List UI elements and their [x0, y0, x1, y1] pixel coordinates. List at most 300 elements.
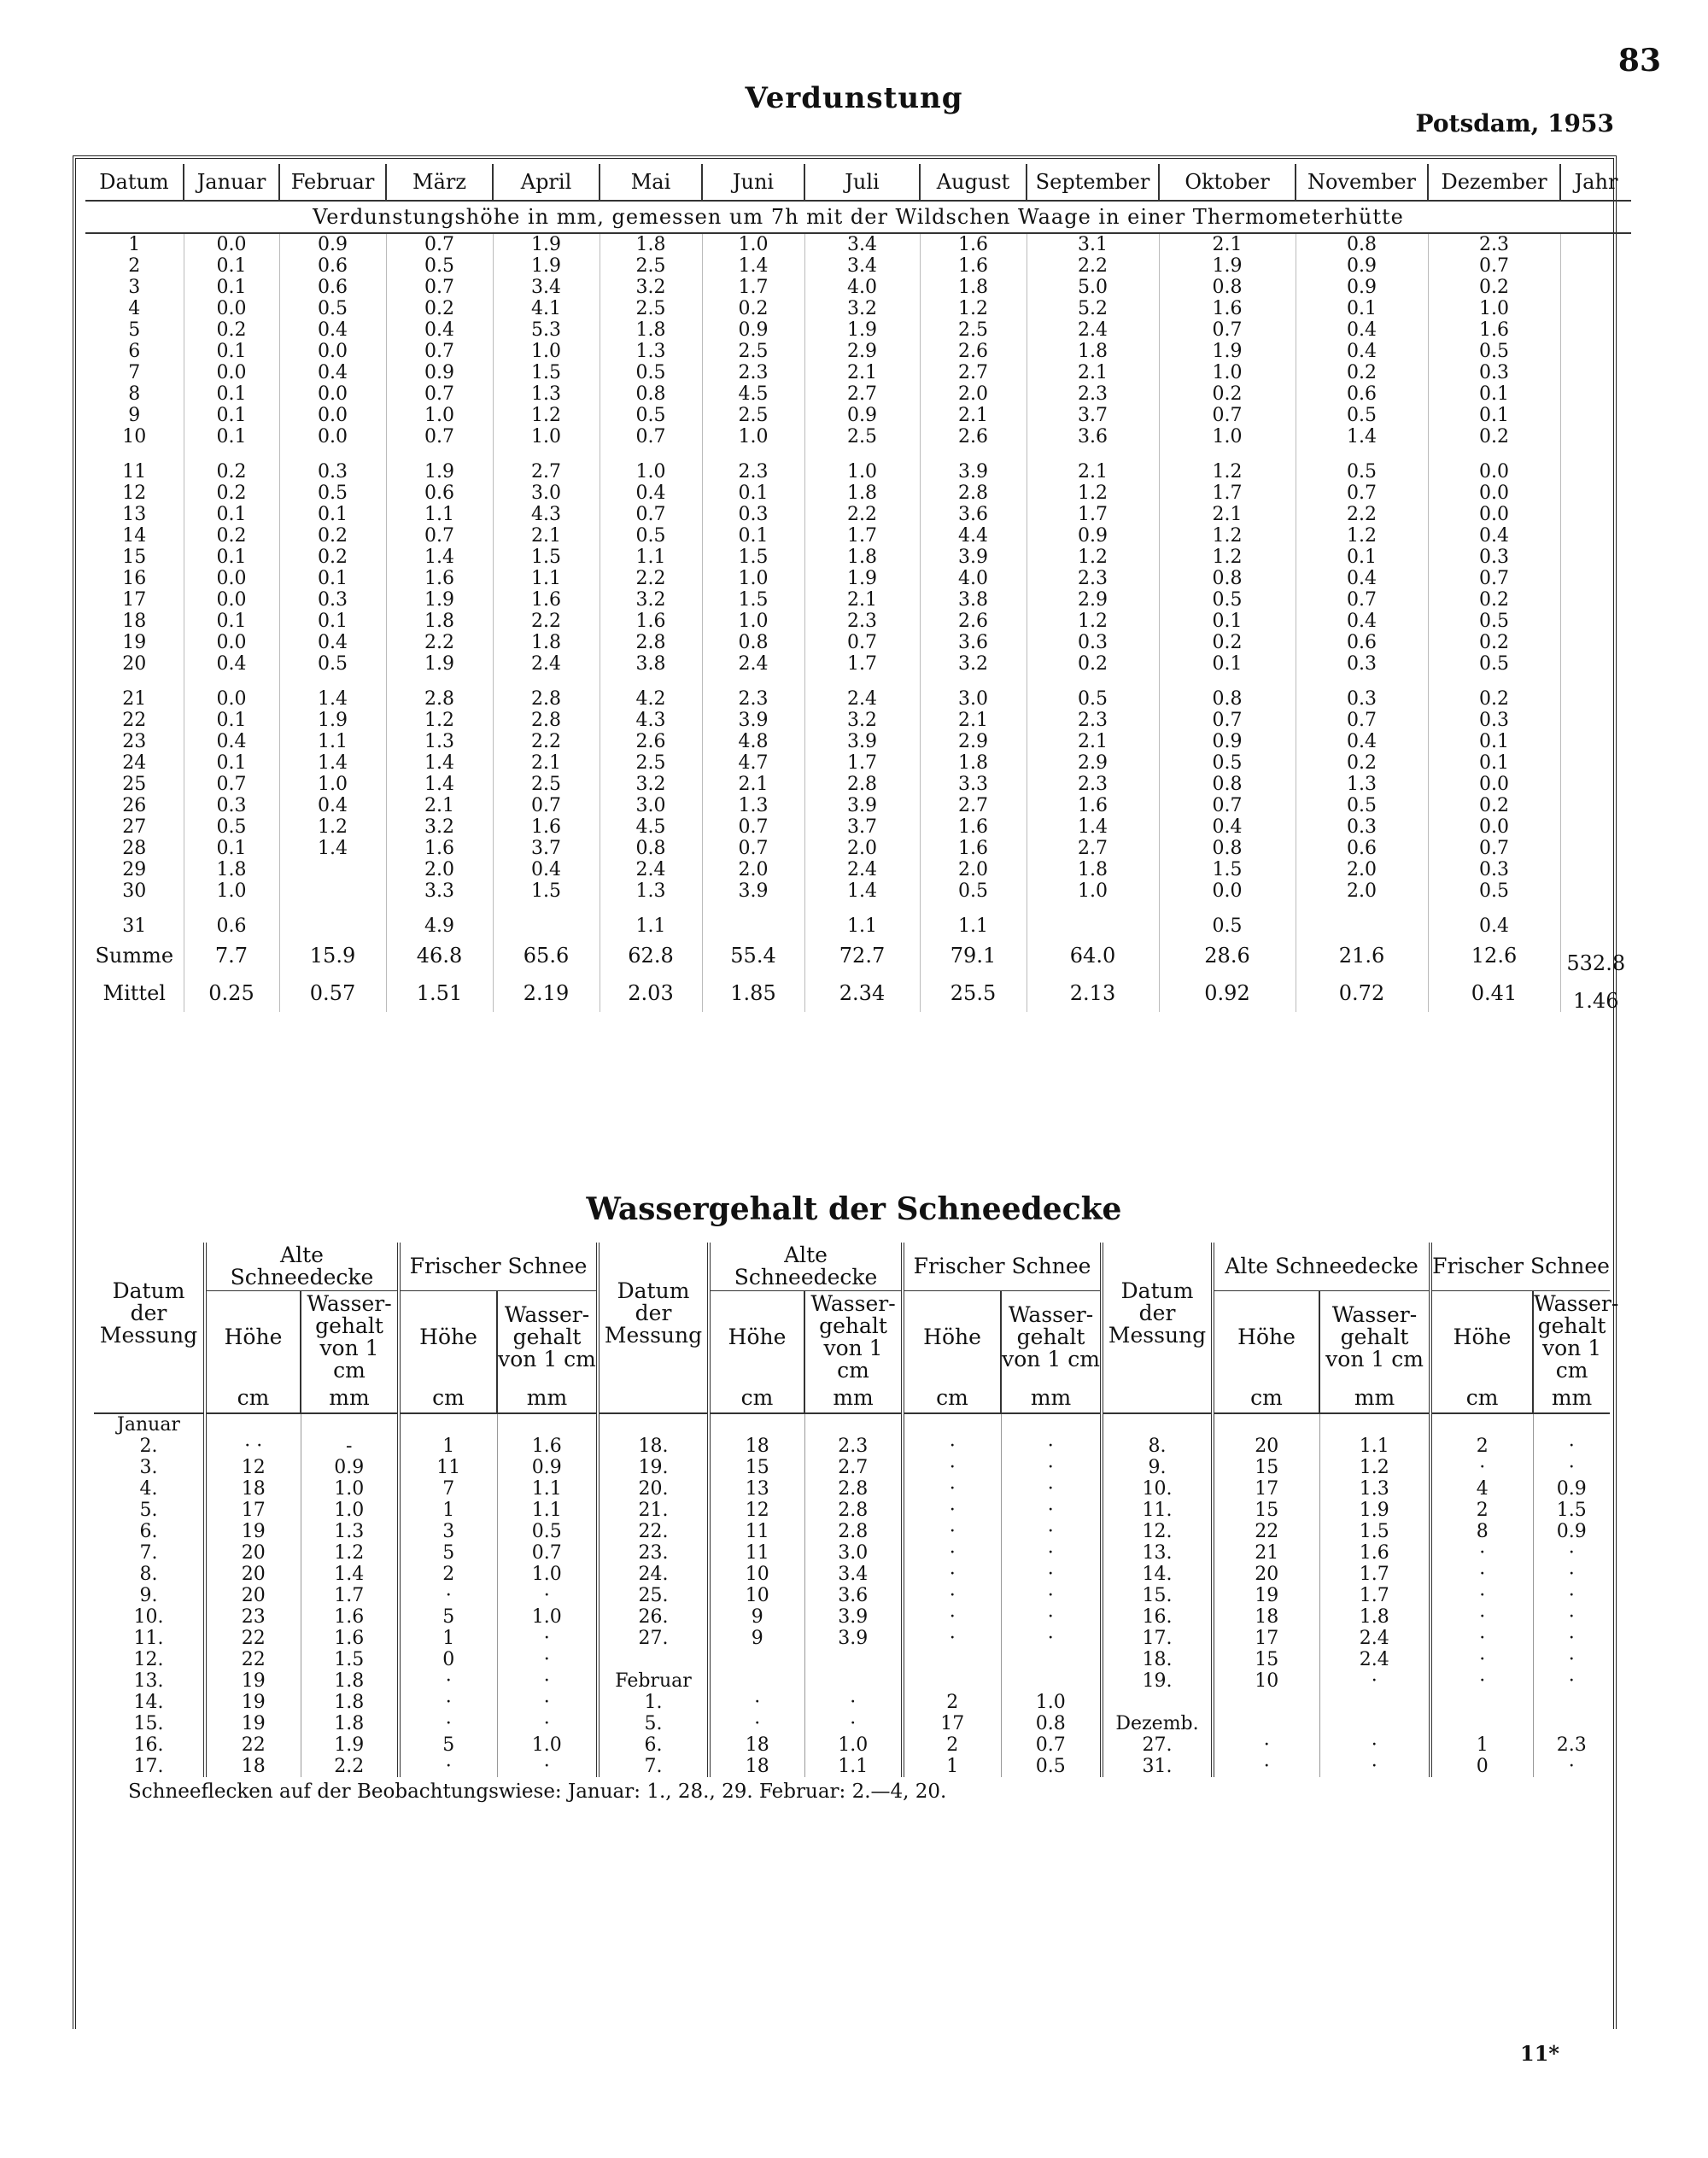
- table-cell: 31: [122, 915, 147, 937]
- date-cell: 11.: [133, 1628, 164, 1649]
- table-cell: 0.4: [279, 319, 386, 341]
- table-cell: 0.0: [279, 426, 386, 447]
- table-cell: 0.0: [279, 405, 386, 426]
- table-cell: 1.3: [1296, 774, 1428, 795]
- table-cell: 2: [399, 1564, 497, 1585]
- table-cell: 15: [1213, 1457, 1319, 1478]
- date-cell: 8.: [139, 1564, 158, 1585]
- table-cell: 3.2: [804, 298, 920, 319]
- table-cell: 2.9: [1027, 589, 1159, 611]
- spacer-cell: [1560, 675, 1631, 688]
- spacer-cell: [1560, 902, 1631, 915]
- table-cell: 10: [122, 426, 147, 447]
- table-row: [94, 1670, 1610, 1692]
- table-cell: 1.0: [301, 1500, 399, 1521]
- table-cell: 2.4: [493, 653, 600, 675]
- table-cell: 0.8: [1001, 1713, 1102, 1734]
- table-cell: 2.5: [493, 774, 600, 795]
- table-cell: 2.4: [1319, 1649, 1430, 1670]
- table-cell: [1560, 277, 1631, 298]
- spacer-row: [85, 902, 1631, 915]
- table-cell: 0.5: [1296, 405, 1428, 426]
- table-cell: 4.1: [493, 298, 600, 319]
- table-cell: 0.5: [1428, 611, 1560, 632]
- table-cell: 4.5: [600, 816, 702, 838]
- table-cell: 2: [903, 1734, 1001, 1756]
- table-cell: [1533, 1413, 1610, 1436]
- table-cell: 1.8: [386, 611, 493, 632]
- table-cell: 0.2: [1296, 752, 1428, 774]
- table-row: [85, 795, 1631, 816]
- date-cell: 22.: [598, 1521, 709, 1542]
- hoehe-header: Höhe: [399, 1291, 497, 1384]
- date-cell: 7.: [598, 1756, 709, 1777]
- table-cell: ·: [1430, 1649, 1533, 1670]
- table-cell: 0.9: [1533, 1521, 1610, 1542]
- table-cell: 1.2: [920, 298, 1027, 319]
- spacer-cell: [493, 902, 600, 915]
- table-cell: 0.5: [1159, 752, 1296, 774]
- datum-header: Datum der Messung: [1102, 1243, 1213, 1383]
- table-cell: 2.2: [1296, 504, 1428, 525]
- table-cell: 10: [709, 1564, 804, 1585]
- table-cell: 1.5: [702, 547, 804, 568]
- hoehe-header: Höhe: [709, 1291, 804, 1384]
- page-title: Verdunstung: [745, 81, 963, 115]
- table-cell: 3.2: [600, 774, 702, 795]
- place-year: Potsdam, 1953: [1415, 109, 1614, 137]
- table-cell: 0.1: [1296, 547, 1428, 568]
- table-cell: 1.9: [493, 255, 600, 277]
- table-cell: 17: [122, 589, 147, 611]
- table-cell: ·: [497, 1628, 598, 1649]
- table-cell: 0.4: [1159, 816, 1296, 838]
- table-cell: 0.41: [1428, 974, 1560, 1012]
- table-row: [94, 1756, 1610, 1777]
- table-cell: ·: [1533, 1756, 1610, 1777]
- spacer-cell: [1296, 447, 1428, 461]
- table-cell: 5.3: [493, 319, 600, 341]
- table-cell: 0.1: [279, 611, 386, 632]
- table-cell: 0.1: [184, 838, 279, 859]
- table-cell: 1.8: [1027, 859, 1159, 880]
- table-cell: 1.4: [386, 547, 493, 568]
- table-cell: [709, 1413, 804, 1436]
- spacer-cell: [702, 447, 804, 461]
- table-cell: 3.2: [386, 816, 493, 838]
- table-cell: [493, 915, 600, 937]
- spacer-cell: [804, 447, 920, 461]
- table-cell: [1560, 915, 1631, 937]
- table-cell: 0.2: [702, 298, 804, 319]
- table-cell: 0.4: [1296, 341, 1428, 362]
- table-cell: 1.6: [920, 233, 1027, 255]
- table-cell: 1.8: [920, 277, 1027, 298]
- spacer-cell: [1428, 675, 1560, 688]
- table-cell: 0.1: [184, 547, 279, 568]
- table-cell: 20: [1213, 1564, 1319, 1585]
- table-row: [85, 632, 1631, 653]
- table-cell: 1.6: [493, 816, 600, 838]
- table-cell: ·: [1430, 1564, 1533, 1585]
- snow-title: Wassergehalt der Schneedecke: [586, 1191, 1122, 1227]
- table-cell: 0.0: [184, 233, 279, 255]
- table-cell: 1.7: [1319, 1585, 1430, 1606]
- table-cell: 0.0: [184, 568, 279, 589]
- table-cell: 0.7: [1296, 482, 1428, 504]
- table-cell: 22: [205, 1734, 301, 1756]
- table-row: [85, 482, 1631, 504]
- table-cell: 0.0: [184, 688, 279, 710]
- table-cell: 2.1: [920, 710, 1027, 731]
- table-cell: 1.6: [920, 255, 1027, 277]
- table-cell: 0.9: [1296, 277, 1428, 298]
- table-cell: 0.6: [279, 255, 386, 277]
- table-cell: ·: [903, 1500, 1001, 1521]
- date-cell: 25.: [598, 1585, 709, 1606]
- table-cell: 0.6: [1296, 838, 1428, 859]
- table-cell: 0.5: [497, 1521, 598, 1542]
- spacer-cell: [1296, 902, 1428, 915]
- table-cell: 1.8: [804, 547, 920, 568]
- table-cell: [1319, 1413, 1430, 1436]
- table-cell: 0.1: [1159, 611, 1296, 632]
- snow-table: [94, 1243, 1619, 1777]
- table-cell: 0.7: [702, 816, 804, 838]
- table-cell: 1: [399, 1436, 497, 1457]
- column-header: Februar: [279, 164, 386, 201]
- column-header: August: [920, 164, 1027, 201]
- table-cell: 79.1: [920, 937, 1027, 974]
- table-cell: 2: [128, 255, 141, 277]
- table-cell: 10: [1213, 1670, 1319, 1692]
- table-cell: ·: [1430, 1606, 1533, 1628]
- table-cell: 0.8: [600, 383, 702, 405]
- table-cell: ·: [1001, 1436, 1102, 1457]
- table-cell: 18: [122, 611, 147, 632]
- table-cell: 3.2: [600, 589, 702, 611]
- table-cell: 8: [128, 383, 141, 405]
- date-cell: 17.: [1102, 1628, 1213, 1649]
- table-cell: 1.7: [804, 752, 920, 774]
- table-row: [85, 362, 1631, 383]
- table-cell: 3.9: [804, 1606, 903, 1628]
- table-cell: [1560, 838, 1631, 859]
- table-cell: 0.3: [1296, 816, 1428, 838]
- table-cell: ·: [1430, 1628, 1533, 1649]
- table-cell: ·: [399, 1756, 497, 1777]
- table-cell: 1.6: [920, 816, 1027, 838]
- table-cell: 3.9: [804, 1628, 903, 1649]
- table-cell: 1.6: [497, 1436, 598, 1457]
- date-cell: 19.: [598, 1457, 709, 1478]
- date-cell: 6.: [598, 1734, 709, 1756]
- table-cell: 1.0: [279, 774, 386, 795]
- table-cell: 2.1: [493, 752, 600, 774]
- table-cell: 1.0: [493, 426, 600, 447]
- table-cell: 1: [903, 1756, 1001, 1777]
- table-cell: [1430, 1713, 1533, 1734]
- date-cell: 20.: [598, 1478, 709, 1500]
- table-cell: 1.51: [386, 974, 493, 1012]
- spacer-cell: [279, 902, 386, 915]
- spacer-cell: [386, 447, 493, 461]
- table-cell: 2.3: [702, 688, 804, 710]
- table-cell: 1.1: [804, 915, 920, 937]
- table-cell: [1319, 1713, 1430, 1734]
- table-cell: 0.9: [1027, 525, 1159, 547]
- table-row: [85, 461, 1631, 482]
- unit-cm: cm: [1213, 1383, 1319, 1413]
- table-cell: [1560, 795, 1631, 816]
- table-cell: 1.8: [600, 233, 702, 255]
- table-cell: 26: [122, 795, 147, 816]
- table-row: [85, 859, 1631, 880]
- table-cell: 1.0: [493, 341, 600, 362]
- column-header: Dezember: [1428, 164, 1560, 201]
- column-header: Jahr: [1560, 164, 1631, 201]
- table-cell: ·: [1001, 1564, 1102, 1585]
- table-cell: 2.0: [1296, 859, 1428, 880]
- table-cell: [709, 1649, 804, 1670]
- table-row: [85, 915, 1631, 937]
- table-cell: 1.9: [493, 233, 600, 255]
- table-cell: 1.9: [1319, 1500, 1430, 1521]
- date-cell: 9.: [139, 1585, 158, 1606]
- table-cell: 1.2: [301, 1542, 399, 1564]
- table-cell: ·: [709, 1692, 804, 1713]
- date-cell: [598, 1413, 709, 1436]
- table-cell: 1: [399, 1628, 497, 1649]
- table-cell: ·: [399, 1713, 497, 1734]
- spacer-cell: [1027, 902, 1159, 915]
- table-cell: 0.6: [184, 915, 279, 937]
- table-cell: 1.7: [1027, 504, 1159, 525]
- table-cell: 0.4: [184, 731, 279, 752]
- table-cell: 1.0: [702, 233, 804, 255]
- table-cell: 0.1: [1428, 405, 1560, 426]
- table-cell: [279, 880, 386, 902]
- table-cell: 2.3: [804, 611, 920, 632]
- table-cell: ·: [804, 1713, 903, 1734]
- table-cell: 20: [205, 1564, 301, 1585]
- date-cell: 17.: [133, 1756, 164, 1777]
- table-cell: 0.7: [386, 277, 493, 298]
- table-cell: ·: [1001, 1628, 1102, 1649]
- table-row: [94, 1606, 1610, 1628]
- table-cell: 0.2: [184, 525, 279, 547]
- table-cell: 2.1: [804, 589, 920, 611]
- table-cell: 0.4: [279, 632, 386, 653]
- table-cell: ·: [497, 1670, 598, 1692]
- table-cell: 0.7: [600, 426, 702, 447]
- table-cell: [1533, 1692, 1610, 1713]
- table-cell: 20: [205, 1585, 301, 1606]
- table-cell: 2.8: [493, 710, 600, 731]
- spacer-row: [85, 675, 1631, 688]
- table-cell: 2.1: [1159, 504, 1296, 525]
- table-cell: 2.7: [493, 461, 600, 482]
- table-cell: 1.5: [1159, 859, 1296, 880]
- table-cell: [1560, 341, 1631, 362]
- column-header: Januar: [184, 164, 279, 201]
- table-cell: 3.9: [804, 731, 920, 752]
- table-cell: 13: [709, 1478, 804, 1500]
- table-cell: 0.2: [1428, 688, 1560, 710]
- table-cell: 1.9: [804, 568, 920, 589]
- table-cell: 29: [122, 859, 147, 880]
- date-cell: 11.: [1102, 1500, 1213, 1521]
- table-row: [85, 880, 1631, 902]
- table-cell: 1.6: [386, 568, 493, 589]
- table-cell: 1.8: [493, 632, 600, 653]
- table-cell: [1560, 880, 1631, 902]
- table-cell: 0.7: [600, 504, 702, 525]
- table-cell: 2.8: [804, 774, 920, 795]
- table-cell: [804, 1649, 903, 1670]
- table-cell: 0.25: [184, 974, 279, 1012]
- table-cell: 0.3: [184, 795, 279, 816]
- table-cell: 3.0: [493, 482, 600, 504]
- spacer-cell: [920, 447, 1027, 461]
- wasser-header: Wasser-gehalt von 1 cm: [1534, 1291, 1619, 1383]
- table-cell: [1001, 1649, 1102, 1670]
- table-cell: 2.2: [386, 632, 493, 653]
- table-cell: 0.5: [1296, 461, 1428, 482]
- table-cell: 1.0: [804, 461, 920, 482]
- table-cell: 0.4: [386, 319, 493, 341]
- table-cell: 0.3: [702, 504, 804, 525]
- table-row: [85, 319, 1631, 341]
- date-cell: 12.: [1102, 1521, 1213, 1542]
- table-cell: 12: [122, 482, 147, 504]
- table-cell: 1.8: [184, 859, 279, 880]
- table-cell: 1.0: [600, 461, 702, 482]
- table-cell: 0.7: [1296, 710, 1428, 731]
- hoehe-header: Höhe: [903, 1291, 1001, 1384]
- table-cell: 0.7: [1159, 405, 1296, 426]
- table-cell: 20: [205, 1542, 301, 1564]
- table-cell: 0.1: [702, 482, 804, 504]
- table-cell: ·: [1001, 1500, 1102, 1521]
- table-cell: 0.0: [1428, 482, 1560, 504]
- table-cell: 1.3: [600, 880, 702, 902]
- table-cell: 5: [128, 319, 141, 341]
- table-cell: 15: [1213, 1500, 1319, 1521]
- table-cell: 2.8: [493, 688, 600, 710]
- table-cell: 0.4: [279, 362, 386, 383]
- table-cell: ·: [1533, 1457, 1610, 1478]
- table-cell: 0.5: [279, 653, 386, 675]
- table-cell: ·: [497, 1692, 598, 1713]
- table-cell: 0.6: [386, 482, 493, 504]
- spacer-cell: [600, 447, 702, 461]
- table-cell: 0.8: [1296, 233, 1428, 255]
- table-row: [85, 752, 1631, 774]
- table-cell: 1.6: [600, 611, 702, 632]
- group-header-frisch: Frischer Schnee: [1430, 1243, 1610, 1291]
- table-cell: 0.7: [386, 341, 493, 362]
- table-cell: 0.72: [1296, 974, 1428, 1012]
- table-cell: 1.3: [600, 341, 702, 362]
- table-cell: 2.3: [702, 362, 804, 383]
- table-cell: 28: [122, 838, 147, 859]
- table-cell: 19: [205, 1521, 301, 1542]
- table-row: [85, 255, 1631, 277]
- spacer-cell: [1560, 447, 1631, 461]
- table-cell: 5.2: [1027, 298, 1159, 319]
- table-cell: 1.2: [279, 816, 386, 838]
- mittel-row: [85, 974, 1631, 1012]
- table-cell: 1.7: [804, 653, 920, 675]
- date-cell: [1102, 1692, 1213, 1713]
- table-cell: 0.5: [600, 362, 702, 383]
- table-cell: 2.1: [804, 362, 920, 383]
- table-cell: 7: [399, 1478, 497, 1500]
- table-cell: [279, 859, 386, 880]
- table-cell: 0.3: [279, 461, 386, 482]
- table-cell: 3.8: [600, 653, 702, 675]
- spacer-cell: [1296, 675, 1428, 688]
- table-cell: 0.0: [184, 589, 279, 611]
- date-cell: 15.: [133, 1713, 164, 1734]
- unit-cm: cm: [399, 1383, 497, 1413]
- date-cell: 16.: [1102, 1606, 1213, 1628]
- table-cell: 0.4: [184, 653, 279, 675]
- table-cell: 1.6: [493, 589, 600, 611]
- table-row: [94, 1521, 1610, 1542]
- table-row: [85, 838, 1631, 859]
- table-cell: 2.1: [493, 525, 600, 547]
- table-cell: 1.4: [279, 838, 386, 859]
- table-cell: 19: [205, 1692, 301, 1713]
- table-cell: 0.5: [600, 525, 702, 547]
- table-cell: 1.5: [493, 547, 600, 568]
- table-cell: 46.8: [386, 937, 493, 974]
- table-cell: 3.9: [804, 795, 920, 816]
- table-cell: 1.6: [920, 838, 1027, 859]
- date-cell: 10.: [1102, 1478, 1213, 1500]
- table-cell: 18: [709, 1734, 804, 1756]
- table-cell: 0.7: [497, 1542, 598, 1564]
- table-cell: [497, 1413, 598, 1436]
- table-cell: 1.7: [301, 1585, 399, 1606]
- table-cell: [1560, 405, 1631, 426]
- table-cell: 25.5: [920, 974, 1027, 1012]
- date-cell: 8.: [1102, 1436, 1213, 1457]
- table-cell: 1.4: [279, 688, 386, 710]
- table-cell: 2.3: [1027, 383, 1159, 405]
- table-cell: ·: [1533, 1670, 1610, 1692]
- table-cell: [1213, 1713, 1319, 1734]
- table-cell: 1.9: [1159, 341, 1296, 362]
- table-cell: 0.2: [1428, 426, 1560, 447]
- spacer-cell: [386, 902, 493, 915]
- table-cell: 2.1: [386, 795, 493, 816]
- table-cell: 0.3: [279, 589, 386, 611]
- table-cell: [1027, 915, 1159, 937]
- table-cell: 1.3: [386, 731, 493, 752]
- table-cell: 1.8: [600, 319, 702, 341]
- table-cell: 2.0: [804, 838, 920, 859]
- date-cell: 19.: [1102, 1670, 1213, 1692]
- table-cell: 2.13: [1027, 974, 1159, 1012]
- table-cell: 0.8: [1159, 838, 1296, 859]
- table-cell: 1.0: [184, 880, 279, 902]
- table-cell: 1.5: [301, 1649, 399, 1670]
- table-cell: 1.0: [702, 426, 804, 447]
- table-row: [85, 277, 1631, 298]
